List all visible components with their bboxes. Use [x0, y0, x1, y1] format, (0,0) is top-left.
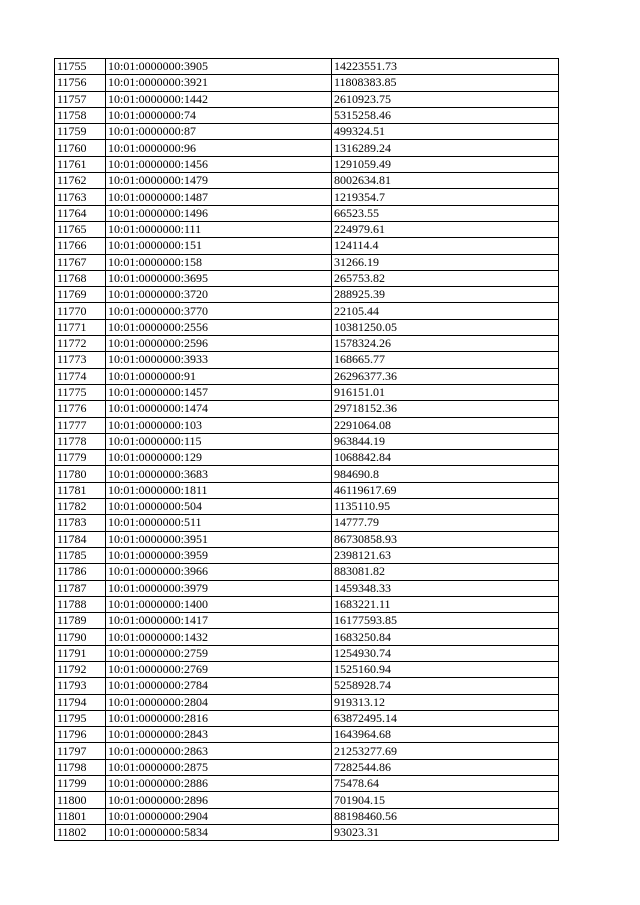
- row-number-cell: 11761: [55, 156, 106, 172]
- table-row: [55, 319, 559, 335]
- table-row: [55, 776, 559, 792]
- row-number-cell: 11771: [55, 319, 106, 335]
- table-row: [55, 91, 559, 107]
- cadastral-number-cell: 10:01:0000000:151: [106, 238, 332, 254]
- value-cell: 963844.19: [332, 433, 559, 449]
- table-row: [55, 759, 559, 775]
- row-number-cell: 11781: [55, 482, 106, 498]
- cadastral-number-cell: 10:01:0000000:1442: [106, 91, 332, 107]
- table-row: [55, 107, 559, 123]
- row-number-cell: 11797: [55, 743, 106, 759]
- table-row: [55, 238, 559, 254]
- cadastral-number-cell: 10:01:0000000:2863: [106, 743, 332, 759]
- table-row: [55, 743, 559, 759]
- table-row: [55, 384, 559, 400]
- value-cell: 63872495.14: [332, 710, 559, 726]
- cadastral-number-cell: 10:01:0000000:2596: [106, 336, 332, 352]
- cadastral-number-cell: 10:01:0000000:2556: [106, 319, 332, 335]
- row-number-cell: 11792: [55, 661, 106, 677]
- row-number-cell: 11793: [55, 678, 106, 694]
- table-body: [55, 59, 559, 841]
- table-row: [55, 417, 559, 433]
- table-row: [55, 450, 559, 466]
- cadastral-number-cell: 10:01:0000000:129: [106, 450, 332, 466]
- row-number-cell: 11780: [55, 466, 106, 482]
- table-row: [55, 189, 559, 205]
- cadastral-number-cell: 10:01:0000000:3683: [106, 466, 332, 482]
- row-number-cell: 11775: [55, 384, 106, 400]
- row-number-cell: 11788: [55, 596, 106, 612]
- row-number-cell: 11776: [55, 401, 106, 417]
- value-cell: 168665.77: [332, 352, 559, 368]
- table-row: [55, 645, 559, 661]
- table-row: [55, 352, 559, 368]
- value-cell: 2398121.63: [332, 547, 559, 563]
- table-row: [55, 613, 559, 629]
- cadastral-number-cell: 10:01:0000000:1432: [106, 629, 332, 645]
- row-number-cell: 11778: [55, 433, 106, 449]
- row-number-cell: 11757: [55, 91, 106, 107]
- table-row: [55, 254, 559, 270]
- row-number-cell: 11799: [55, 776, 106, 792]
- table-row: [55, 336, 559, 352]
- cadastral-number-cell: 10:01:0000000:1457: [106, 384, 332, 400]
- cadastral-number-cell: 10:01:0000000:1417: [106, 613, 332, 629]
- row-number-cell: 11779: [55, 450, 106, 466]
- row-number-cell: 11784: [55, 531, 106, 547]
- table-row: [55, 221, 559, 237]
- row-number-cell: 11785: [55, 547, 106, 563]
- cadastral-number-cell: 10:01:0000000:3959: [106, 547, 332, 563]
- table-row: [55, 694, 559, 710]
- table-row: [55, 466, 559, 482]
- row-number-cell: 11782: [55, 499, 106, 515]
- row-number-cell: 11760: [55, 140, 106, 156]
- row-number-cell: 11772: [55, 336, 106, 352]
- cadastral-number-cell: 10:01:0000000:1400: [106, 596, 332, 612]
- value-cell: 66523.55: [332, 205, 559, 221]
- table-row: [55, 205, 559, 221]
- value-cell: 16177593.85: [332, 613, 559, 629]
- value-cell: 124114.4: [332, 238, 559, 254]
- cadastral-number-cell: 10:01:0000000:74: [106, 107, 332, 123]
- value-cell: 75478.64: [332, 776, 559, 792]
- row-number-cell: 11763: [55, 189, 106, 205]
- value-cell: 1459348.33: [332, 580, 559, 596]
- cadastral-number-cell: 10:01:0000000:1811: [106, 482, 332, 498]
- value-cell: 1219354.7: [332, 189, 559, 205]
- row-number-cell: 11791: [55, 645, 106, 661]
- cadastral-number-cell: 10:01:0000000:3770: [106, 303, 332, 319]
- value-cell: 701904.15: [332, 792, 559, 808]
- value-cell: 1291059.49: [332, 156, 559, 172]
- cadastral-number-cell: 10:01:0000000:2904: [106, 808, 332, 824]
- table-row: [55, 792, 559, 808]
- table-row: [55, 727, 559, 743]
- value-cell: 8002634.81: [332, 173, 559, 189]
- value-cell: 265753.82: [332, 270, 559, 286]
- table-row: [55, 531, 559, 547]
- value-cell: 288925.39: [332, 287, 559, 303]
- row-number-cell: 11766: [55, 238, 106, 254]
- row-number-cell: 11770: [55, 303, 106, 319]
- table-row: [55, 596, 559, 612]
- cadastral-number-cell: 10:01:0000000:115: [106, 433, 332, 449]
- table-row: [55, 547, 559, 563]
- value-cell: 883081.82: [332, 564, 559, 580]
- cadastral-number-cell: 10:01:0000000:3979: [106, 580, 332, 596]
- value-cell: 10381250.05: [332, 319, 559, 335]
- row-number-cell: 11768: [55, 270, 106, 286]
- cadastral-number-cell: 10:01:0000000:2784: [106, 678, 332, 694]
- cadastral-number-cell: 10:01:0000000:2896: [106, 792, 332, 808]
- table-row: [55, 710, 559, 726]
- row-number-cell: 11762: [55, 173, 106, 189]
- row-number-cell: 11756: [55, 75, 106, 91]
- cadastral-number-cell: 10:01:0000000:3951: [106, 531, 332, 547]
- value-cell: 916151.01: [332, 384, 559, 400]
- cadastral-number-cell: 10:01:0000000:2759: [106, 645, 332, 661]
- table-row: [55, 401, 559, 417]
- value-cell: 7282544.86: [332, 759, 559, 775]
- table-row: [55, 124, 559, 140]
- row-number-cell: 11789: [55, 613, 106, 629]
- row-number-cell: 11786: [55, 564, 106, 580]
- value-cell: 86730858.93: [332, 531, 559, 547]
- cadastral-number-cell: 10:01:0000000:3720: [106, 287, 332, 303]
- table-row: [55, 499, 559, 515]
- value-cell: 2610923.75: [332, 91, 559, 107]
- value-cell: 1254930.74: [332, 645, 559, 661]
- row-number-cell: 11755: [55, 59, 106, 75]
- cadastral-number-cell: 10:01:0000000:511: [106, 515, 332, 531]
- row-number-cell: 11758: [55, 107, 106, 123]
- value-cell: 1316289.24: [332, 140, 559, 156]
- cadastral-number-cell: 10:01:0000000:1487: [106, 189, 332, 205]
- row-number-cell: 11769: [55, 287, 106, 303]
- value-cell: 1525160.94: [332, 661, 559, 677]
- value-cell: 1068842.84: [332, 450, 559, 466]
- cadastral-number-cell: 10:01:0000000:1496: [106, 205, 332, 221]
- row-number-cell: 11801: [55, 808, 106, 824]
- cadastral-number-cell: 10:01:0000000:158: [106, 254, 332, 270]
- value-cell: 46119617.69: [332, 482, 559, 498]
- value-cell: 919313.12: [332, 694, 559, 710]
- cadastral-number-cell: 10:01:0000000:2886: [106, 776, 332, 792]
- row-number-cell: 11774: [55, 368, 106, 384]
- row-number-cell: 11764: [55, 205, 106, 221]
- cadastral-number-cell: 10:01:0000000:2875: [106, 759, 332, 775]
- value-cell: 5315258.46: [332, 107, 559, 123]
- cadastral-number-cell: 10:01:0000000:103: [106, 417, 332, 433]
- cadastral-number-cell: 10:01:0000000:3933: [106, 352, 332, 368]
- cadastral-number-cell: 10:01:0000000:3921: [106, 75, 332, 91]
- row-number-cell: 11795: [55, 710, 106, 726]
- value-cell: 2291064.08: [332, 417, 559, 433]
- value-cell: 11808383.85: [332, 75, 559, 91]
- row-number-cell: 11759: [55, 124, 106, 140]
- table-row: [55, 173, 559, 189]
- cadastral-number-cell: 10:01:0000000:3695: [106, 270, 332, 286]
- cadastral-number-cell: 10:01:0000000:111: [106, 221, 332, 237]
- cadastral-number-cell: 10:01:0000000:87: [106, 124, 332, 140]
- value-cell: 26296377.36: [332, 368, 559, 384]
- table-row: [55, 287, 559, 303]
- row-number-cell: 11787: [55, 580, 106, 596]
- cadastral-number-cell: 10:01:0000000:2843: [106, 727, 332, 743]
- row-number-cell: 11790: [55, 629, 106, 645]
- cadastral-number-cell: 10:01:0000000:1456: [106, 156, 332, 172]
- value-cell: 93023.31: [332, 824, 559, 840]
- value-cell: 29718152.36: [332, 401, 559, 417]
- cadastral-number-cell: 10:01:0000000:2816: [106, 710, 332, 726]
- row-number-cell: 11777: [55, 417, 106, 433]
- value-cell: 14777.79: [332, 515, 559, 531]
- table-row: [55, 678, 559, 694]
- cadastral-number-cell: 10:01:0000000:1474: [106, 401, 332, 417]
- cadastral-number-cell: 10:01:0000000:3905: [106, 59, 332, 75]
- row-number-cell: 11796: [55, 727, 106, 743]
- row-number-cell: 11765: [55, 221, 106, 237]
- table-row: [55, 564, 559, 580]
- cadastral-number-cell: 10:01:0000000:2804: [106, 694, 332, 710]
- table-row: [55, 515, 559, 531]
- table-row: [55, 629, 559, 645]
- table-row: [55, 824, 559, 840]
- data-table: [54, 58, 559, 841]
- table-row: [55, 661, 559, 677]
- row-number-cell: 11783: [55, 515, 106, 531]
- table-row: [55, 75, 559, 91]
- table-row: [55, 270, 559, 286]
- table-row: [55, 303, 559, 319]
- row-number-cell: 11773: [55, 352, 106, 368]
- value-cell: 1683221.11: [332, 596, 559, 612]
- value-cell: 21253277.69: [332, 743, 559, 759]
- table-row: [55, 59, 559, 75]
- value-cell: 1135110.95: [332, 499, 559, 515]
- value-cell: 1643964.68: [332, 727, 559, 743]
- row-number-cell: 11767: [55, 254, 106, 270]
- value-cell: 88198460.56: [332, 808, 559, 824]
- cadastral-number-cell: 10:01:0000000:3966: [106, 564, 332, 580]
- cadastral-number-cell: 10:01:0000000:2769: [106, 661, 332, 677]
- value-cell: 1578324.26: [332, 336, 559, 352]
- row-number-cell: 11802: [55, 824, 106, 840]
- value-cell: 1683250.84: [332, 629, 559, 645]
- cadastral-number-cell: 10:01:0000000:5834: [106, 824, 332, 840]
- table-row: [55, 156, 559, 172]
- cadastral-number-cell: 10:01:0000000:1479: [106, 173, 332, 189]
- value-cell: 14223551.73: [332, 59, 559, 75]
- table-row: [55, 482, 559, 498]
- value-cell: 984690.8: [332, 466, 559, 482]
- row-number-cell: 11794: [55, 694, 106, 710]
- value-cell: 224979.61: [332, 221, 559, 237]
- cadastral-number-cell: 10:01:0000000:504: [106, 499, 332, 515]
- row-number-cell: 11800: [55, 792, 106, 808]
- table-row: [55, 368, 559, 384]
- table-row: [55, 808, 559, 824]
- row-number-cell: 11798: [55, 759, 106, 775]
- cadastral-number-cell: 10:01:0000000:91: [106, 368, 332, 384]
- value-cell: 22105.44: [332, 303, 559, 319]
- table-row: [55, 140, 559, 156]
- table-row: [55, 433, 559, 449]
- value-cell: 499324.51: [332, 124, 559, 140]
- table-row: [55, 580, 559, 596]
- value-cell: 5258928.74: [332, 678, 559, 694]
- cadastral-number-cell: 10:01:0000000:96: [106, 140, 332, 156]
- value-cell: 31266.19: [332, 254, 559, 270]
